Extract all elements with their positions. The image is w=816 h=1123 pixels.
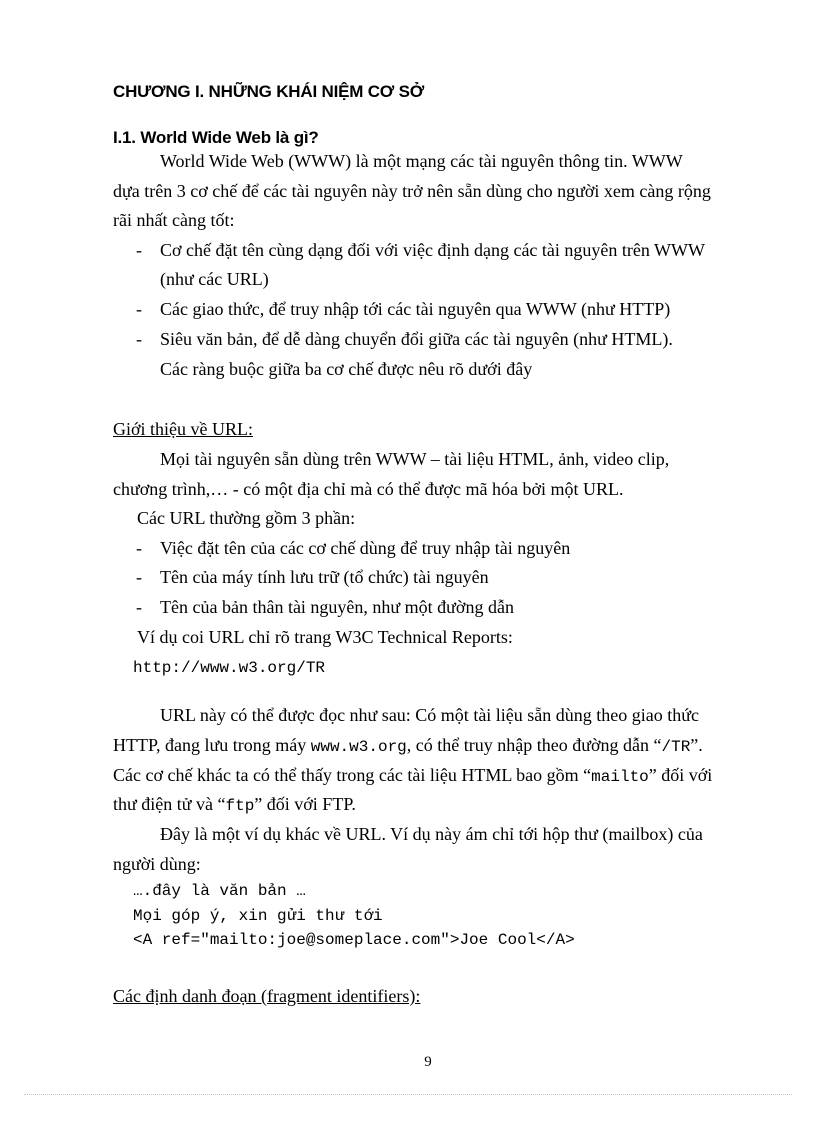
bullet-dash: - bbox=[136, 597, 142, 617]
url-para-line-2: chương trình,… - có một địa chỉ mà có thể được mã hóa bởi một URL. bbox=[113, 479, 624, 499]
intro-line-3: rãi nhất càng tốt: bbox=[113, 210, 235, 230]
mail-line-2: người dùng: bbox=[113, 854, 201, 874]
explain-line-4 bbox=[113, 794, 356, 815]
mechanism-3-line-1: Siêu văn bản, để dễ dàng chuyển đổi giữa các tài nguyên (như HTML). bbox=[160, 329, 673, 349]
explain-line-2 bbox=[113, 735, 703, 756]
section-title: I.1. World Wide Web là gì? bbox=[113, 128, 319, 147]
host-code: www.w3.org bbox=[310, 738, 407, 756]
code-line-1: ….đây là văn bản … bbox=[133, 882, 306, 900]
explain-text: thư điện tử và “ bbox=[113, 794, 226, 814]
url-part-2: Tên của máy tính lưu trữ (tổ chức) tài nguyên bbox=[160, 567, 489, 587]
ftp-code: ftp bbox=[225, 797, 255, 815]
code-line-2: Mọi góp ý, xin gửi thư tới bbox=[133, 907, 383, 925]
fragment-heading: Các định danh đoạn (fragment identifiers): bbox=[113, 986, 421, 1006]
url-heading: Giới thiệu về URL: bbox=[113, 419, 254, 439]
explain-text: , có thể truy nhập theo đường dẫn “ bbox=[406, 735, 662, 755]
url-part-1: Việc đặt tên của các cơ chế dùng để truy nhập tài nguyên bbox=[160, 538, 571, 558]
explain-text: Các cơ chế khác ta có thể thấy trong các tài liệu HTML bao gồm “ bbox=[113, 765, 592, 785]
explain-text: HTTP, đang lưu trong máy bbox=[113, 735, 311, 755]
url-para-line-1: Mọi tài nguyên sẵn dùng trên WWW – tài liệu HTML, ảnh, video clip, bbox=[160, 449, 670, 469]
url-part-3: Tên của bản thân tài nguyên, như một đường dẫn bbox=[160, 597, 514, 617]
intro-line-1: World Wide Web (WWW) là một mạng các tài nguyên thông tin. WWW bbox=[160, 151, 683, 171]
bullet-dash: - bbox=[136, 567, 142, 587]
bullet-dash: - bbox=[136, 240, 142, 260]
mechanism-1-line-1: Cơ chế đặt tên cùng dạng đối với việc định dạng các tài nguyên trên WWW bbox=[160, 240, 706, 260]
mechanism-1-line-2: (như các URL) bbox=[160, 269, 269, 289]
code-line-3: <A ref="mailto:joe@someplace.com">Joe Cool</A> bbox=[133, 931, 575, 949]
intro-line-2: dựa trên 3 cơ chế để các tài nguyên này trở nên sẵn dùng cho người xem càng rộng bbox=[113, 181, 711, 201]
explain-text: ”. bbox=[690, 735, 703, 755]
mechanism-2-line-1: Các giao thức, để truy nhập tới các tài nguyên qua WWW (như HTTP) bbox=[160, 299, 671, 319]
bullet-dash: - bbox=[136, 329, 142, 349]
chapter-title: CHƯƠNG I. NHỮNG KHÁI NIỆM CƠ SỞ bbox=[113, 82, 425, 101]
mailto-code: mailto bbox=[591, 768, 649, 786]
example-lead: Ví dụ coi URL chỉ rõ trang W3C Technical Reports: bbox=[137, 627, 513, 647]
explain-text: ” đối với bbox=[648, 765, 713, 785]
page-number: 9 bbox=[424, 1054, 432, 1070]
mail-line-1: Đây là một ví dụ khác về URL. Ví dụ này ám chỉ tới hộp thư (mailbox) của bbox=[160, 824, 703, 844]
footer-divider bbox=[24, 1094, 792, 1095]
path-code: /TR bbox=[661, 738, 691, 756]
example-url: http://www.w3.org/TR bbox=[133, 659, 326, 677]
explain-line-1: URL này có thể được đọc như sau: Có một tài liệu sẵn dùng theo giao thức bbox=[160, 705, 700, 725]
mechanism-3-line-2: Các ràng buộc giữa ba cơ chế được nêu rõ dưới đây bbox=[160, 359, 533, 379]
url-parts-lead: Các URL thường gồm 3 phần: bbox=[137, 508, 356, 528]
bullet-dash: - bbox=[136, 299, 142, 319]
explain-text: ” đối với FTP. bbox=[254, 794, 356, 814]
bullet-dash: - bbox=[136, 538, 142, 558]
explain-line-3 bbox=[113, 765, 712, 786]
